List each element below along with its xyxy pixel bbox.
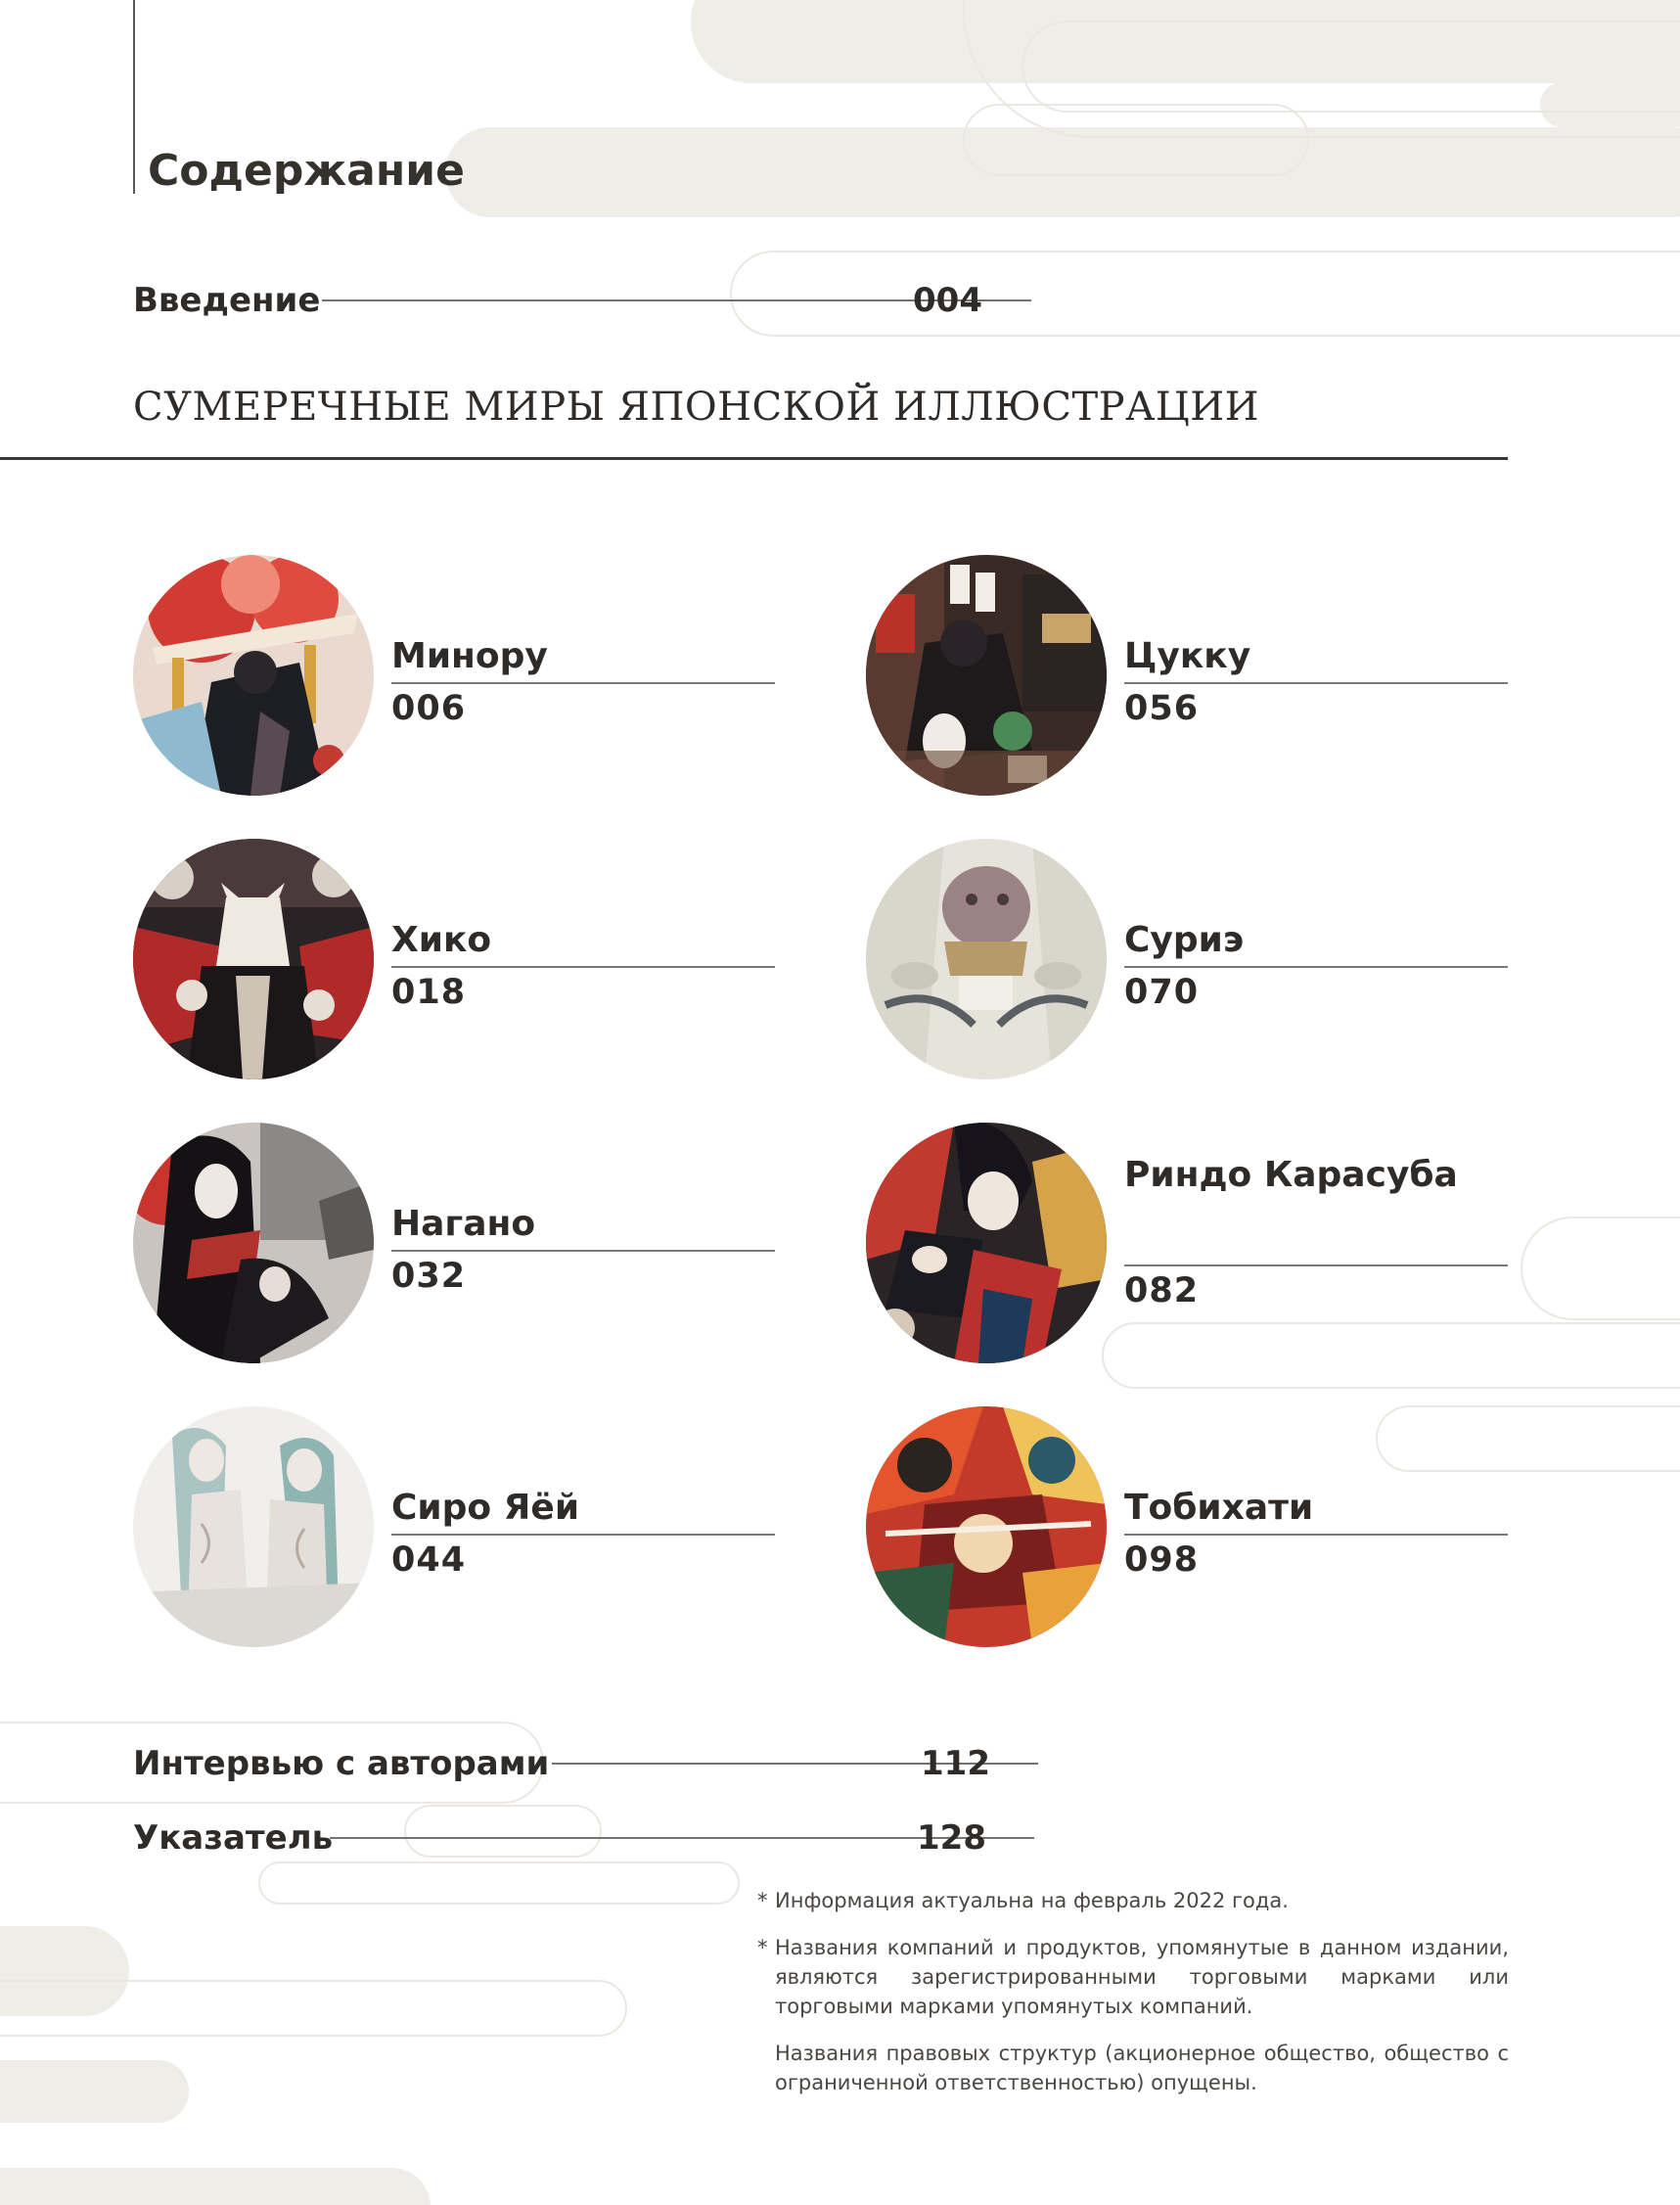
artist-page-number: 070 bbox=[1124, 973, 1200, 1012]
artist-page-number: 044 bbox=[391, 1540, 467, 1580]
artist-name: Суриэ bbox=[1124, 920, 1245, 960]
toc-entry-interviews[interactable] bbox=[133, 1739, 990, 1788]
toc-page-number: 128 bbox=[917, 1818, 986, 1858]
footnote-legal bbox=[757, 2039, 1509, 2097]
shiro-yayoi-portrait-image bbox=[133, 1406, 374, 1647]
artist-page-number: 056 bbox=[1124, 689, 1200, 728]
toc-entry-label: Интервью с авторами bbox=[133, 1744, 550, 1783]
artist-name: Цукку bbox=[1124, 636, 1251, 676]
artist-name: Нагано bbox=[391, 1204, 536, 1244]
artist-name: Риндо Карасуба bbox=[1124, 1155, 1458, 1195]
toc-entry-label: Введение bbox=[133, 281, 321, 320]
toc-page-number: 004 bbox=[913, 281, 982, 320]
toc-page-number: 112 bbox=[921, 1744, 990, 1783]
artist-page-number: 018 bbox=[391, 973, 467, 1012]
artist-entry-hiko[interactable] bbox=[133, 839, 775, 1083]
artist-entry-minoru[interactable] bbox=[133, 555, 775, 800]
artist-entry-rindo-karasuba[interactable] bbox=[866, 1123, 1508, 1367]
artist-page-number: 032 bbox=[391, 1257, 467, 1296]
artist-entry-tobihati[interactable] bbox=[866, 1406, 1508, 1651]
artist-page-number: 098 bbox=[1124, 1540, 1200, 1580]
artist-page-number: 006 bbox=[391, 689, 467, 728]
artist-entry-nagano[interactable] bbox=[133, 1123, 775, 1367]
footnote-text: Информация актуальна на февраль 2022 года. bbox=[775, 1889, 1289, 1912]
artist-name: Минору bbox=[391, 636, 548, 676]
artist-page-number: 082 bbox=[1124, 1271, 1200, 1310]
minoru-portrait-image bbox=[133, 555, 374, 796]
surie-portrait-image bbox=[866, 839, 1107, 1080]
footnote-trademarks bbox=[757, 1933, 1509, 2021]
footnote-text: Названия компаний и продуктов, упомянутые в данном издании, являются зарегистрированными торговыми марками или торговыми марками упомянутых компаний. bbox=[775, 1936, 1509, 2018]
artist-name: Сиро Яёй bbox=[391, 1488, 580, 1528]
toc-entry-intro[interactable] bbox=[133, 276, 980, 325]
page-title: Содержание bbox=[148, 146, 465, 196]
hiko-portrait-image bbox=[133, 839, 374, 1080]
footnote-asterisk: * bbox=[757, 1889, 768, 1912]
footnote-asterisk: * bbox=[757, 1936, 768, 1959]
section-heading: СУМЕРЕЧНЫЕ МИРЫ ЯПОНСКОЙ ИЛЛЮСТРАЦИИ bbox=[133, 385, 1260, 430]
artist-name: Хико bbox=[391, 920, 492, 960]
rindo-karasuba-portrait-image bbox=[866, 1123, 1107, 1363]
title-vertical-rule bbox=[133, 0, 135, 194]
artist-name: Тобихати bbox=[1124, 1488, 1314, 1528]
artist-entry-tsukku[interactable] bbox=[866, 555, 1508, 800]
toc-entry-label: Указатель bbox=[133, 1818, 334, 1858]
footnotes bbox=[757, 1886, 1509, 2115]
toc-entry-index[interactable] bbox=[133, 1814, 986, 1862]
tobihati-portrait-image bbox=[866, 1406, 1107, 1647]
artist-entry-surie[interactable] bbox=[866, 839, 1508, 1083]
section-divider bbox=[0, 457, 1508, 460]
artist-entry-shiro-yayoi[interactable] bbox=[133, 1406, 775, 1651]
footnote-info-date bbox=[757, 1886, 1509, 1915]
nagano-portrait-image bbox=[133, 1123, 374, 1363]
tsukku-portrait-image bbox=[866, 555, 1107, 796]
footnote-text: Названия правовых структур (акционерное общество, общество с ограниченной ответственностью) опущены. bbox=[775, 2042, 1509, 2094]
